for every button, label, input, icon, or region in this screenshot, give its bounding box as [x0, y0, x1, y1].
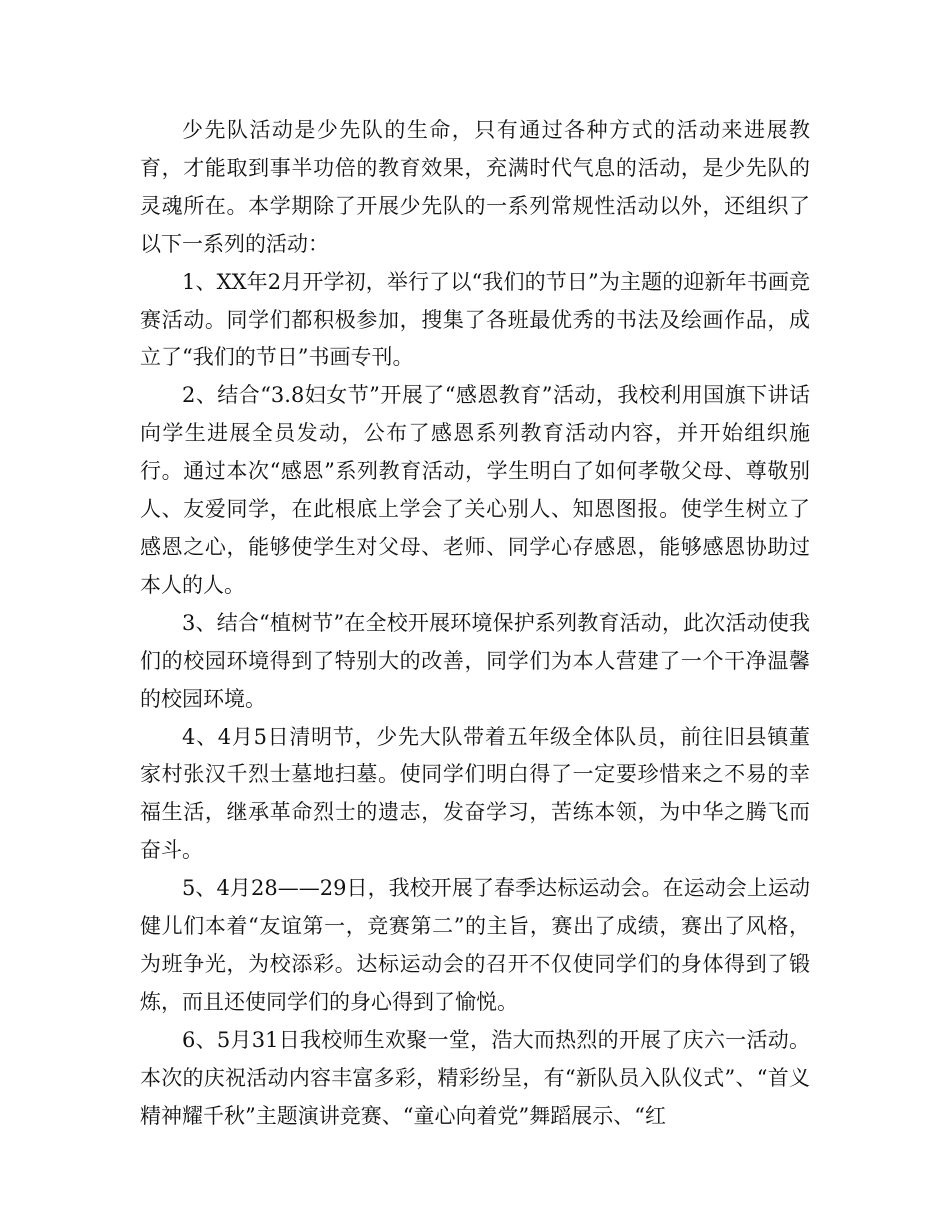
paragraph-item-5: 5、4月28——29日，我校开展了春季达标运动会。在运动会上运动健儿们本着“友谊第一，竞赛第二”的主旨，赛出了成绩，赛出了风格，为班争光，为校添彩。达标运动会的召开不仅使同学们的身体得到了锻炼，而且还使同学们的身心得到了愉悦。 [140, 876, 810, 1014]
document-body [140, 112, 810, 1135]
paragraph-item-2: 2、结合“3.8妇女节”开展了“感恩教育”活动，我校利用国旗下讲话向学生进展全员发动，公布了感恩系列教育活动内容，并开始组织施行。通过本次“感恩”系列教育活动，学生明白了如何孝敬父母、尊敬别人、友爱同学，在此根底上学会了关心别人、知恩图报。使学生树立了感恩之心，能够使学生对父母、老师、同学心存感恩，能够感恩协助过本人的人。 [140, 383, 810, 597]
paragraph-item-4: 4、4月5日清明节，少先大队带着五年级全体队员，前往旧县镇董家村张汉千烈士墓地扫墓。使同学们明白得了一定要珍惜来之不易的幸福生活，继承革命烈士的遗志，发奋学习，苦练本领，为中华之腾飞而奋斗。 [140, 724, 810, 863]
paragraph-intro: 少先队活动是少先队的生命，只有通过各种方式的活动来进展教育，才能取到事半功倍的教育效果，充满时代气息的活动，是少先队的灵魂所在。本学期除了开展少先队的一系列常规性活动以外，还组织了以下一系列的活动： [140, 118, 810, 256]
paragraph-item-1: 1、XX年2月开学初，举行了以“我们的节日”为主题的迎新年书画竞赛活动。同学们都积极参加，搜集了各班最优秀的书法及绘画作品，成立了“我们的节日”书画专刊。 [140, 269, 810, 370]
paragraph-item-3: 3、结合“植树节”在全校开展环境保护系列教育活动，此次活动使我们的校园环境得到了特别大的改善，同学们为本人营建了一个干净温馨的校园环境。 [140, 610, 810, 711]
paragraph-item-6: 6、5月31日我校师生欢聚一堂，浩大而热烈的开展了庆六一活动。本次的庆祝活动内容丰富多彩，精彩纷呈，有“新队员入队仪式”、“首义精神耀千秋”主题演讲竞赛、“童心向着党”舞蹈展示、“红 [140, 1027, 810, 1128]
